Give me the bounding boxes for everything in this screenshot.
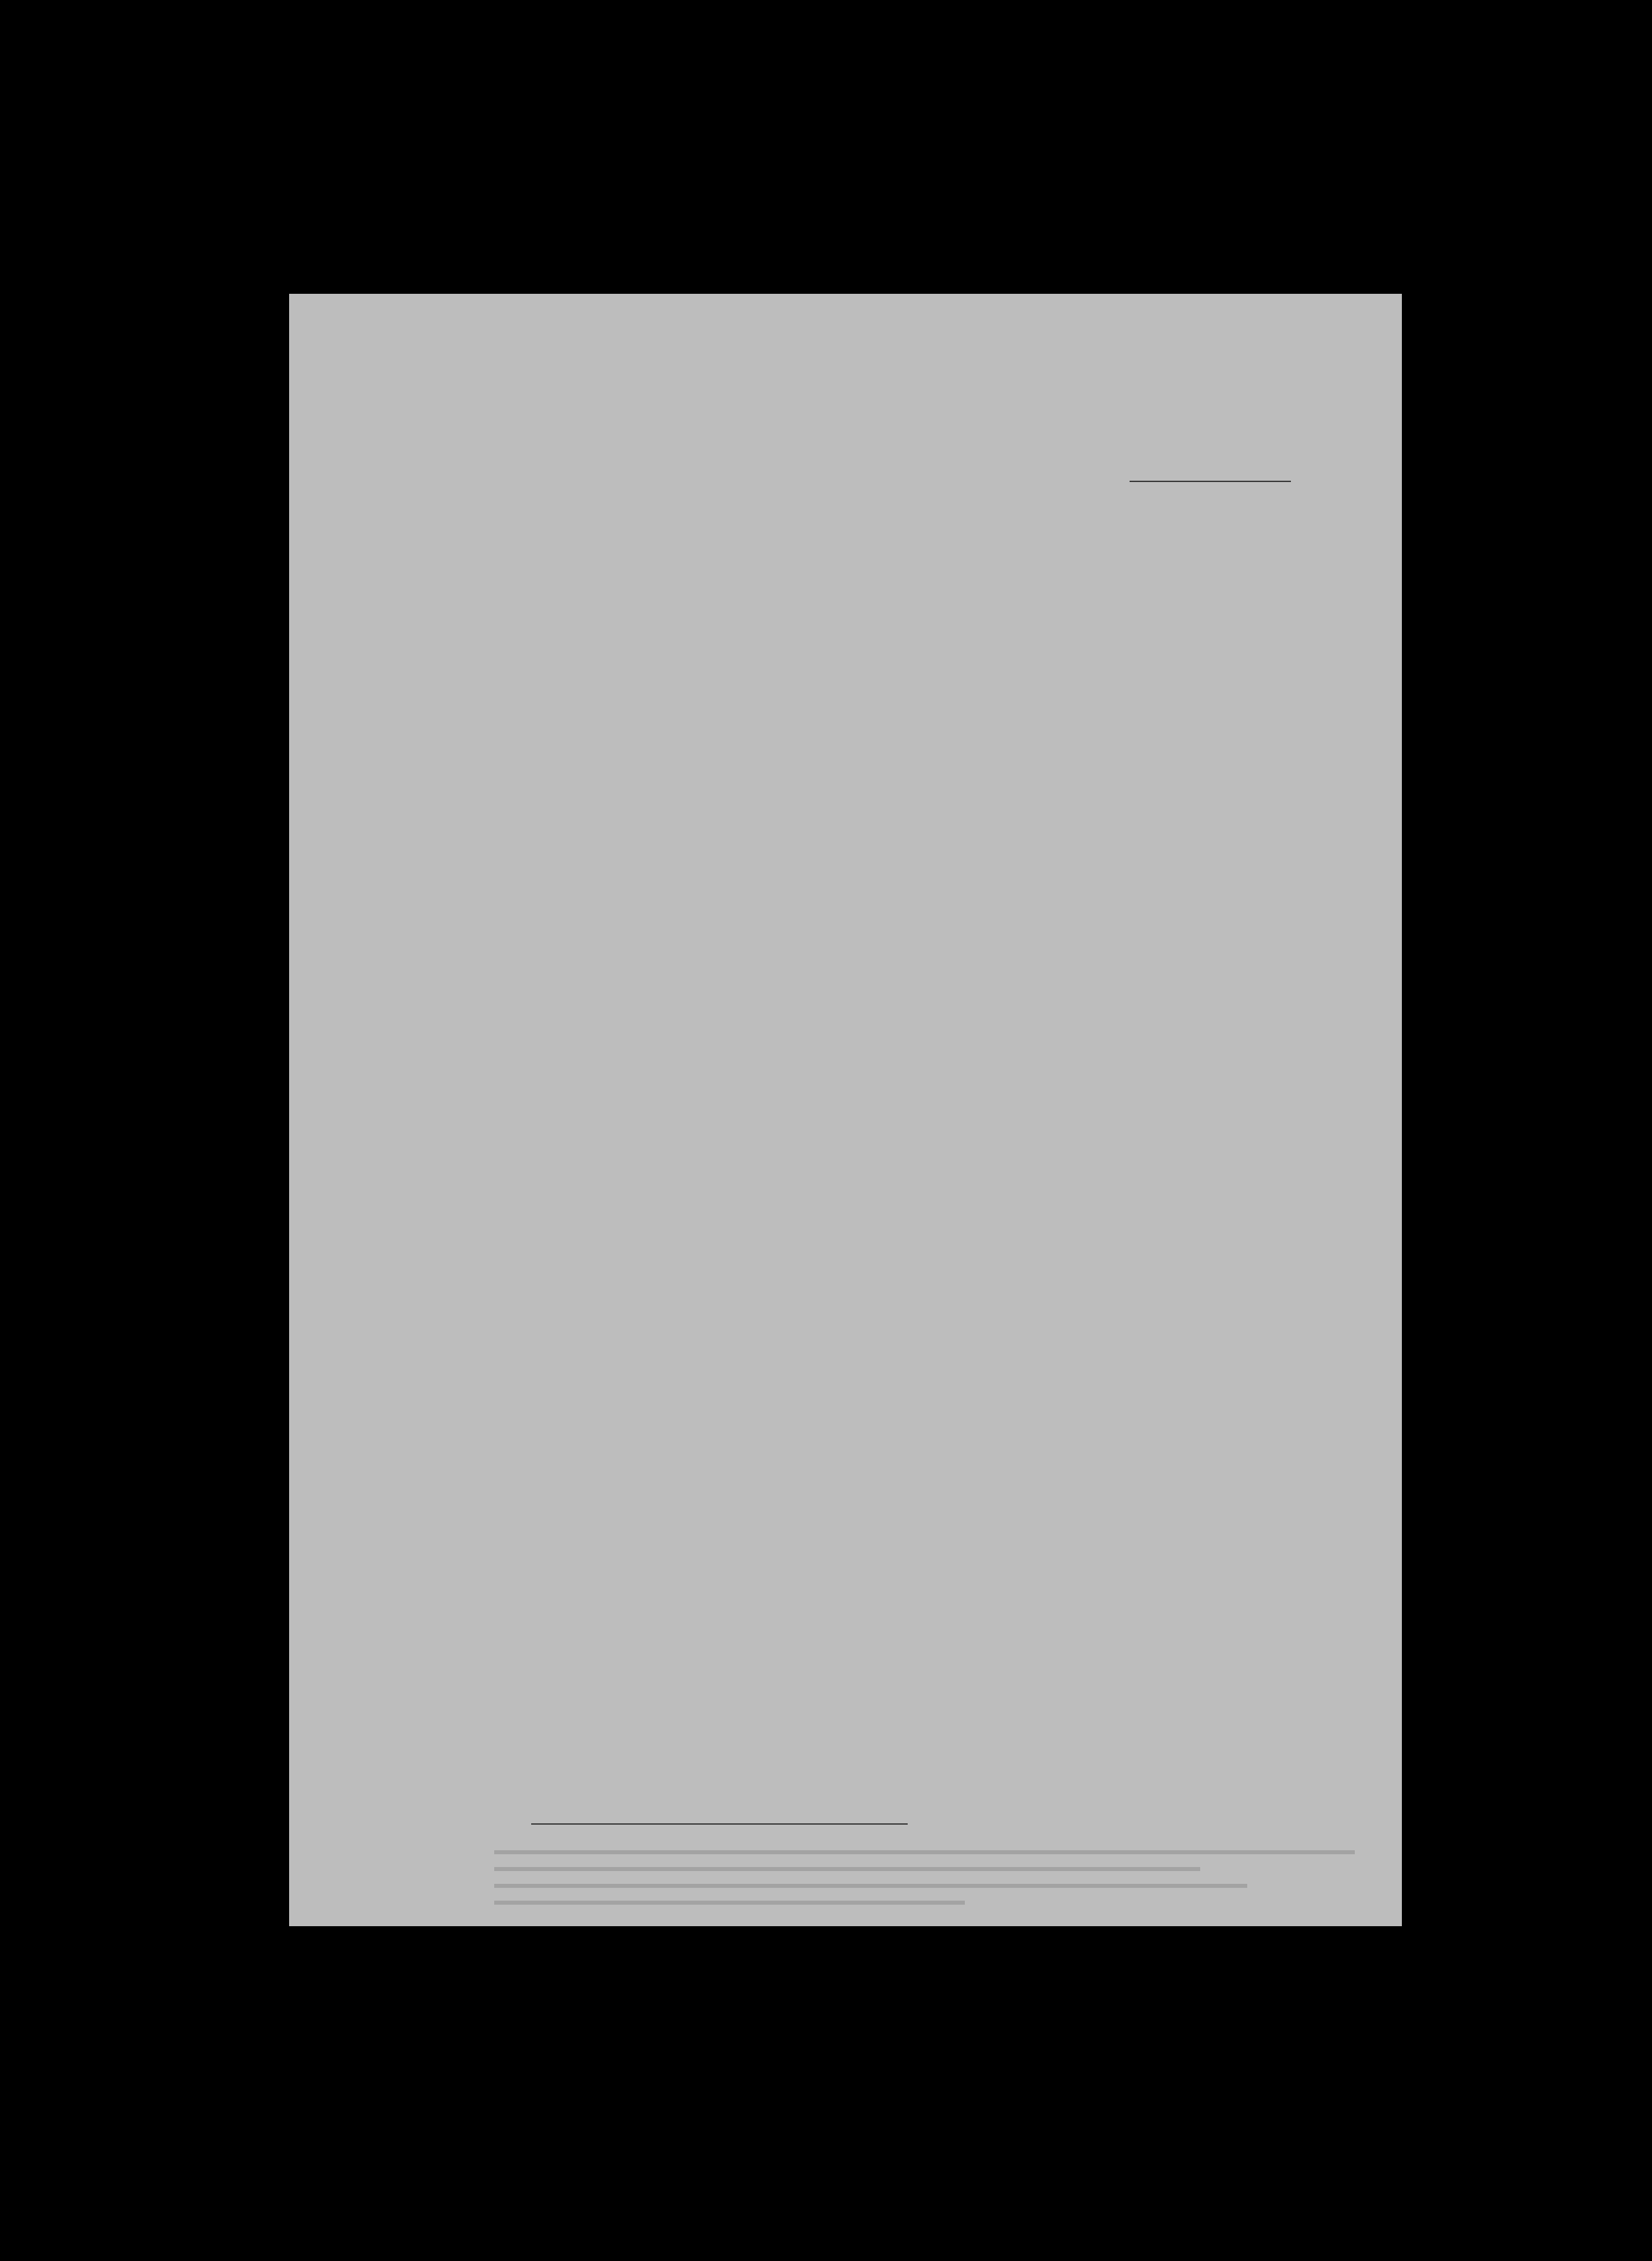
manifest-paper: [289, 294, 1402, 1926]
passenger-table: [289, 294, 1402, 1926]
footnote-line: [494, 1850, 1355, 1854]
footnote-line: [494, 1901, 965, 1905]
prepared-by-underline: [531, 1823, 908, 1825]
footnote-line: [494, 1867, 1200, 1871]
footnote-line: [494, 1884, 1247, 1888]
